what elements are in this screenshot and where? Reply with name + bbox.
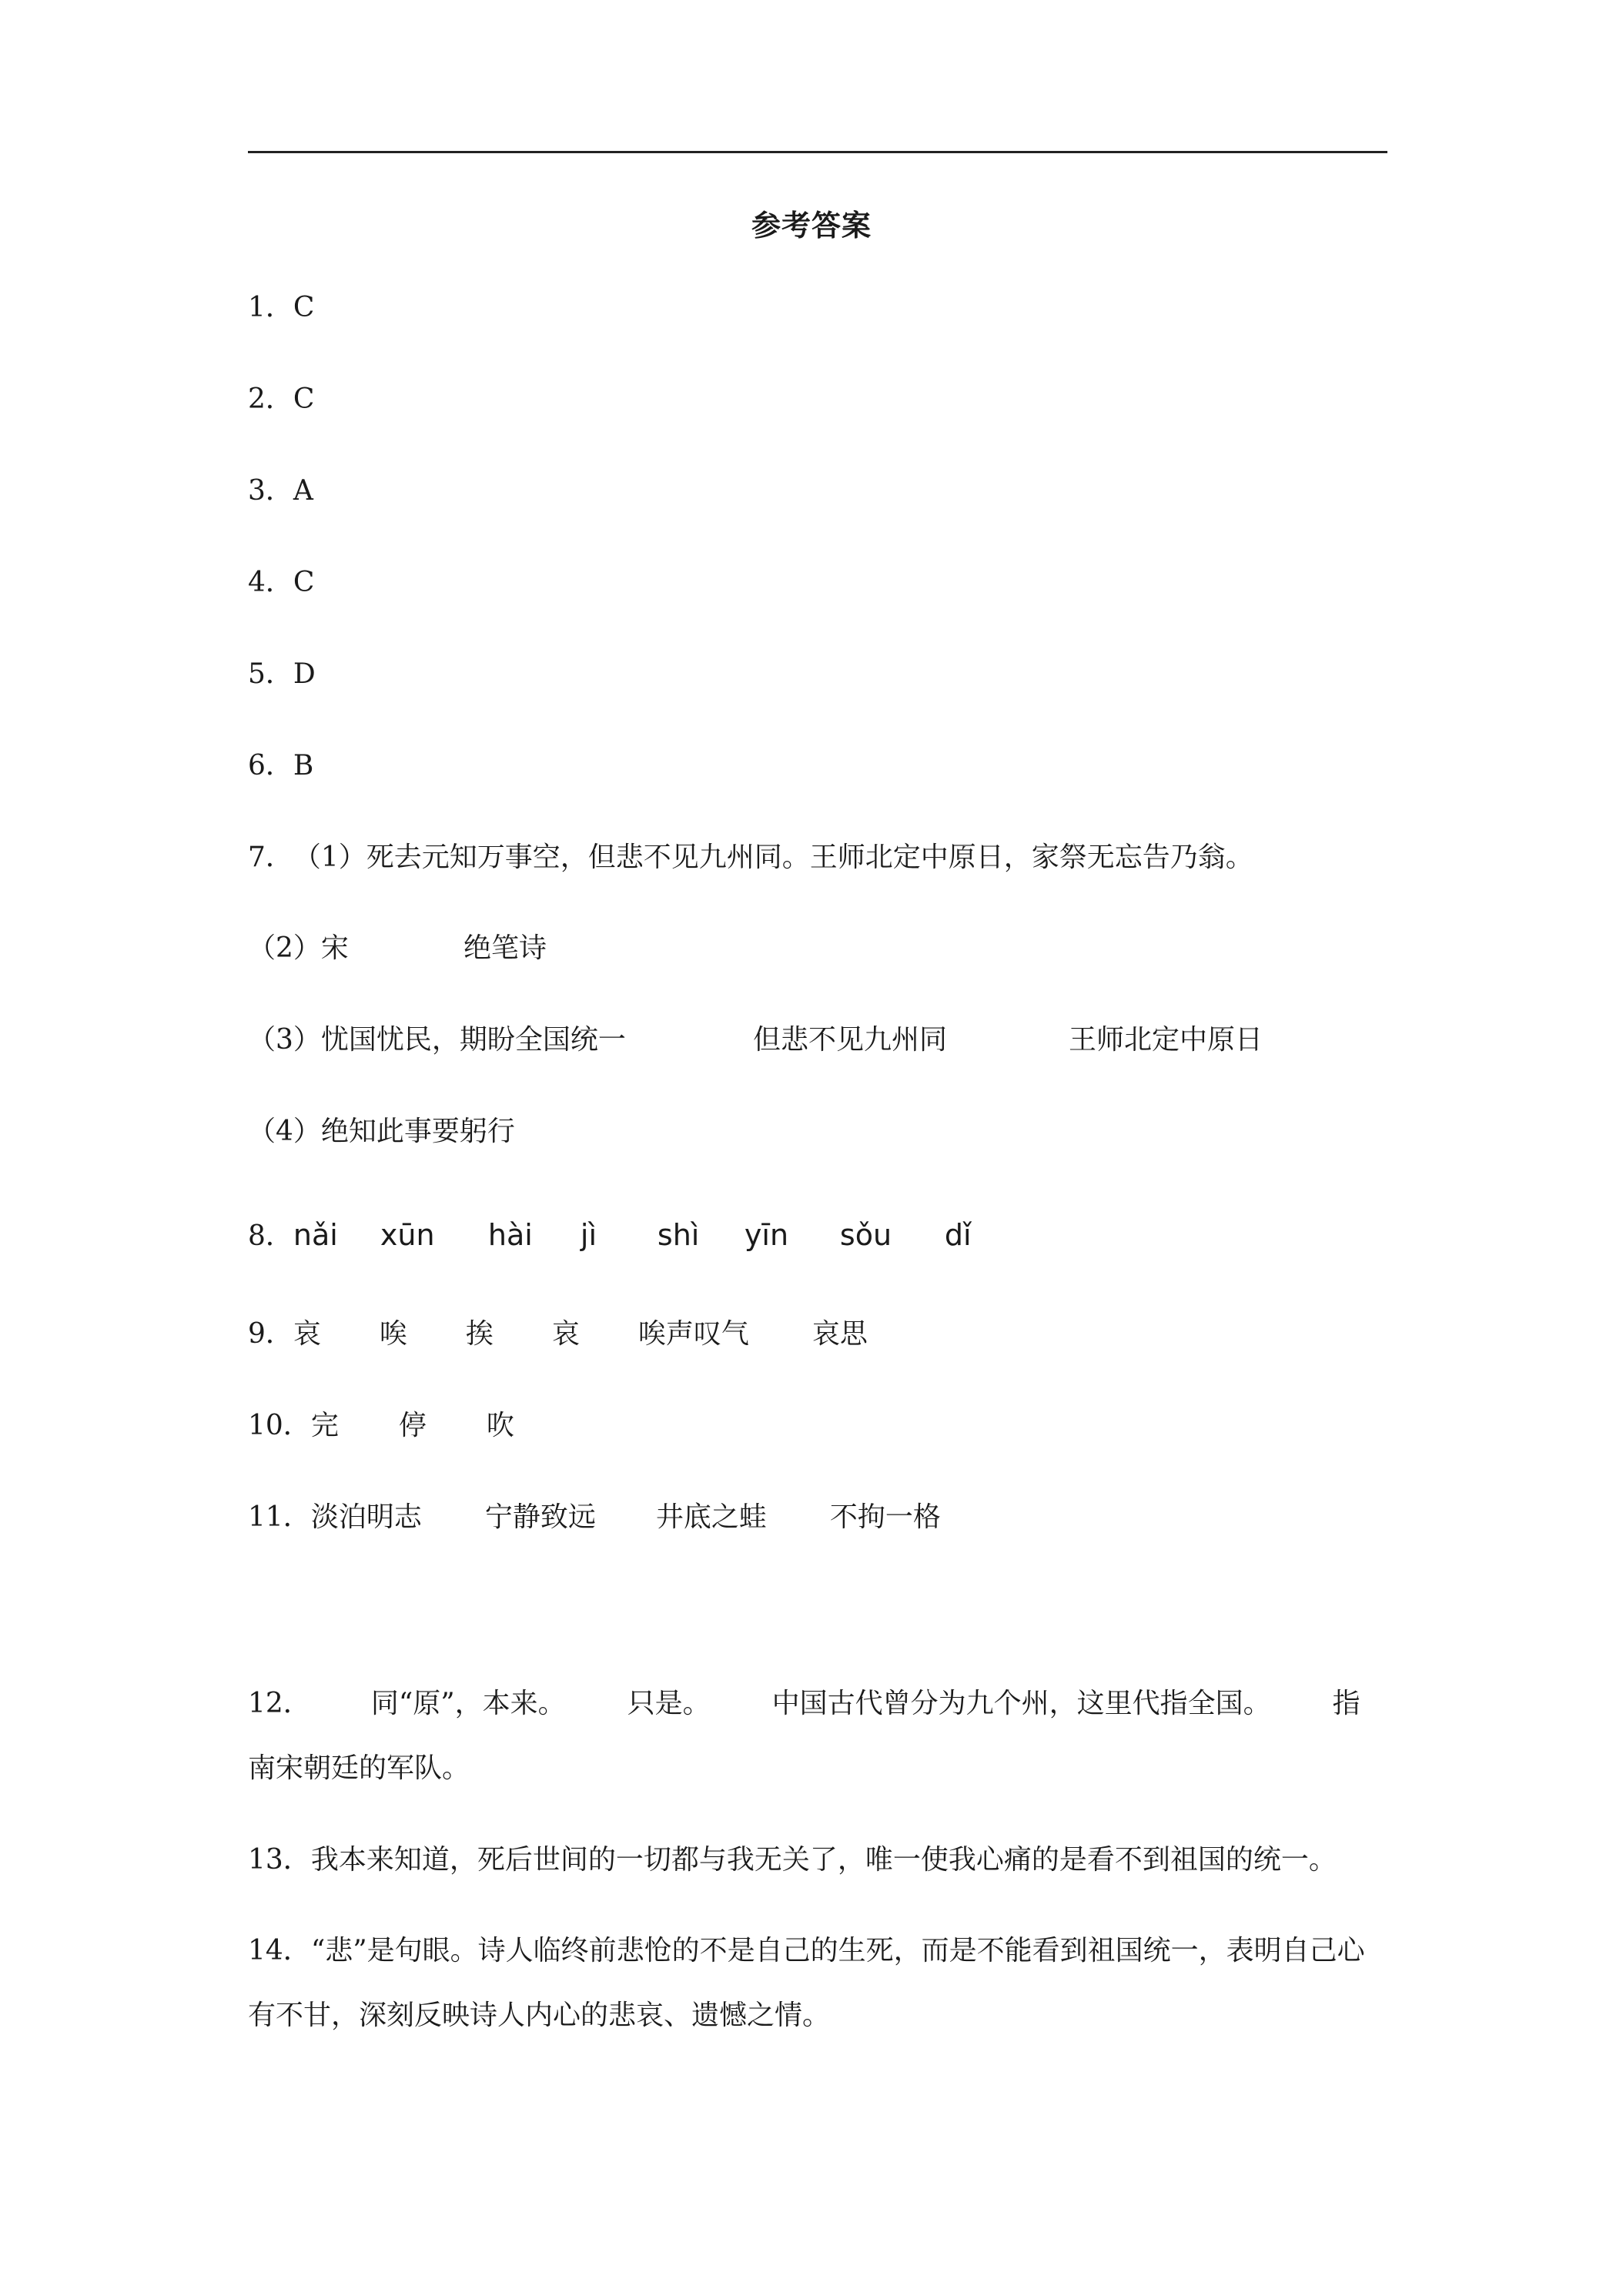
answer-number: 13． bbox=[248, 1844, 311, 1876]
answer-9 bbox=[248, 1316, 868, 1353]
answer-11 bbox=[248, 1499, 941, 1536]
answer-segment: 宁静致远 bbox=[484, 1501, 596, 1533]
answer-text: （1）死去元知万事空，但悲不见九州同。王师北定中原日，家祭无忘告乃翁。 bbox=[293, 842, 1253, 873]
answer-10 bbox=[248, 1407, 514, 1444]
answer-12 bbox=[248, 1672, 1387, 1801]
answer-2 bbox=[248, 381, 314, 418]
pinyin-item: shì bbox=[657, 1218, 700, 1252]
answer-segment: 哀 bbox=[551, 1318, 580, 1350]
answer-number: 12． bbox=[248, 1688, 311, 1719]
page-title: 参考答案 bbox=[751, 208, 872, 243]
answer-text: C bbox=[293, 383, 315, 415]
answer-text: B bbox=[293, 750, 314, 782]
answer-3 bbox=[248, 473, 313, 510]
answer-segment: 哀思 bbox=[812, 1318, 868, 1350]
answer-segment: 同“原”，本来。 bbox=[370, 1688, 566, 1719]
answer-segment: 挨 bbox=[465, 1318, 494, 1350]
answer-number: 10． bbox=[248, 1410, 311, 1441]
answer-text: （4）绝知此事要躬行 bbox=[248, 1116, 515, 1147]
pinyin-item: dǐ bbox=[944, 1218, 972, 1252]
answer-segment: 淡泊明志 bbox=[310, 1501, 422, 1533]
header-rule bbox=[248, 151, 1387, 153]
pinyin-item: jì bbox=[580, 1218, 597, 1252]
pinyin-item: sǒu bbox=[839, 1218, 892, 1252]
pinyin-item: yīn bbox=[744, 1218, 789, 1252]
answer-7-part-1 bbox=[248, 839, 1253, 876]
pinyin-item: hài bbox=[487, 1218, 533, 1252]
pinyin-item: xūn bbox=[380, 1218, 435, 1252]
answer-text: D bbox=[293, 658, 316, 690]
answer-text: A bbox=[293, 475, 313, 507]
answer-number: 5． bbox=[248, 658, 293, 690]
answer-segment: 指南宋朝廷的军队。 bbox=[248, 1688, 1360, 1784]
answer-number: 4． bbox=[248, 567, 293, 598]
answer-text: C bbox=[293, 567, 315, 598]
answer-segment: 完 bbox=[310, 1410, 339, 1441]
answer-segment: 不拘一格 bbox=[829, 1501, 941, 1533]
answer-7-part-4 bbox=[248, 1113, 515, 1150]
answer-segment: 绝笔诗 bbox=[463, 932, 547, 964]
answer-segment: 中国古代曾分为九个州，这里代指全国。 bbox=[771, 1688, 1271, 1719]
answer-7-part-2 bbox=[248, 930, 547, 967]
answer-text: 我本来知道，死后世间的一切都与我无关了，唯一使我心痛的是看不到祖国的统一。 bbox=[310, 1844, 1337, 1876]
answer-segment: 停 bbox=[398, 1410, 427, 1441]
pinyin-item: nǎi bbox=[293, 1218, 338, 1252]
answer-number: 9． bbox=[248, 1318, 293, 1350]
answer-segment: （2）宋 bbox=[248, 932, 349, 964]
answer-segment: 哀 bbox=[293, 1318, 321, 1350]
answer-segment: 只是。 bbox=[627, 1688, 711, 1719]
answer-6 bbox=[248, 748, 313, 785]
answer-7-part-3 bbox=[248, 1022, 1263, 1059]
answer-segment: 王师北定中原日 bbox=[1069, 1024, 1263, 1056]
answer-segment: 唉 bbox=[379, 1318, 407, 1350]
answer-number: 3． bbox=[248, 475, 293, 507]
answer-number: 1． bbox=[248, 292, 293, 323]
answer-segment: 但悲不见九州同 bbox=[753, 1024, 948, 1056]
answer-segment: （3）忧国忧民，期盼全国统一 bbox=[248, 1024, 626, 1056]
answer-number: 14． bbox=[248, 1935, 311, 1966]
answer-number: 6． bbox=[248, 750, 293, 782]
answer-segment: 吹 bbox=[486, 1410, 514, 1441]
answer-segment: 井底之蛙 bbox=[655, 1501, 767, 1533]
answer-number: 8． bbox=[248, 1220, 293, 1252]
answer-text: C bbox=[293, 292, 315, 323]
answer-number: 7． bbox=[248, 842, 293, 873]
answer-14 bbox=[248, 1919, 1387, 2048]
answer-8 bbox=[248, 1217, 972, 1255]
answer-text: “悲”是句眼。诗人临终前悲怆的不是自己的生死，而是不能看到祖国统一，表明自己心有不甘，深刻反映诗人内心的悲哀、遗憾之情。 bbox=[248, 1935, 1365, 2031]
answer-number: 2． bbox=[248, 383, 293, 415]
answer-segment: 唉声叹气 bbox=[637, 1318, 749, 1350]
answer-number: 11． bbox=[248, 1501, 311, 1533]
answer-13 bbox=[248, 1842, 1337, 1879]
answer-1 bbox=[248, 290, 314, 326]
answer-4 bbox=[248, 564, 314, 601]
answer-5 bbox=[248, 656, 316, 693]
